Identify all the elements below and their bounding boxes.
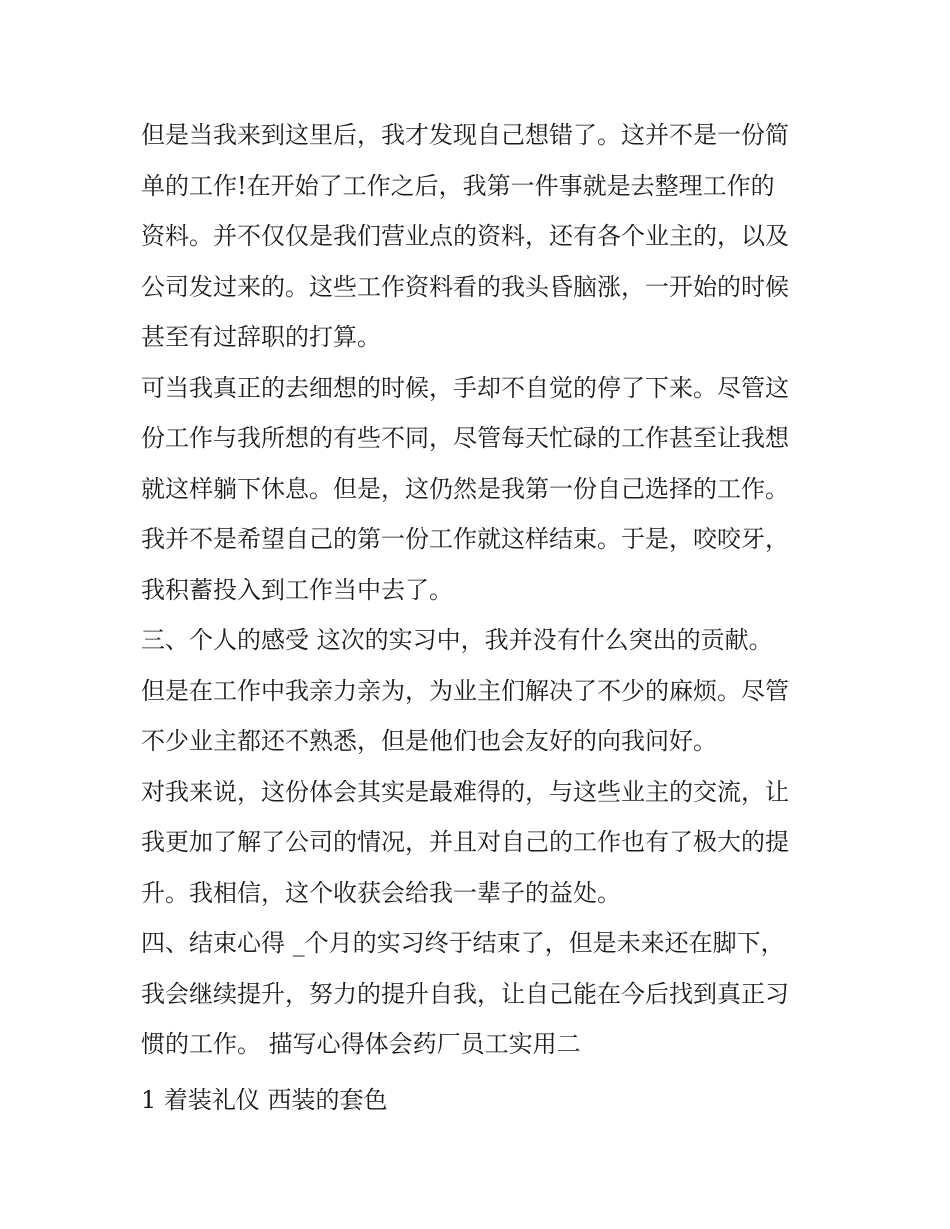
section-heading-line: 四、结束心得 _个月的实习终于结束了，但是未来还在脚下，: [141, 929, 785, 957]
text-line: 我积蓄投入到工作当中去了。: [141, 575, 453, 604]
text-line: 对我来说，这份体会其实是最难得的，与这些业主的交流，让: [141, 777, 789, 806]
text-line: 我并不是希望自己的第一份工作就这样结束。于是，咬咬牙，: [141, 525, 789, 553]
subheading-line: 1 着装礼仪 西装的套色: [141, 1085, 388, 1114]
text-line: 我会继续提升，努力的提升自我，让自己能在今后找到真正习: [141, 979, 789, 1008]
section-heading-line: 三、个人的感受 这次的实习中，我并没有什么突出的贡献。: [141, 626, 773, 654]
text-line: 但是当我来到这里后，我才发现自己想错了。这并不是一份简: [141, 121, 789, 149]
text-line: 可当我真正的去细想的时候，手却不自觉的停了下来。尽管这: [141, 373, 789, 402]
text-line: 就这样躺下休息。但是，这仍然是我第一份自己选择的工作。: [141, 474, 789, 503]
text-line: 份工作与我所想的有些不同，尽管每天忙碌的工作甚至让我想: [141, 424, 789, 452]
text-line: 公司发过来的。这些工作资料看的我头昏脑涨，一开始的时候: [141, 272, 789, 301]
text-line: 惯的工作。 描写心得体会药厂员工实用二: [141, 1030, 581, 1058]
text-line: 资料。并不仅仅是我们营业点的资料，还有各个业主的，以及: [141, 222, 789, 250]
text-line: 不少业主都还不熟悉，但是他们也会友好的向我问好。: [141, 727, 717, 755]
text-line: 我更加了解了公司的情况，并且对自己的工作也有了极大的提: [141, 828, 789, 856]
text-line: 升。我相信，这个收获会给我一辈子的益处。: [141, 878, 621, 907]
text-line: 但是在工作中我亲力亲为，为业主们解决了不少的麻烦。尽管: [141, 676, 789, 705]
document-body: [141, 110, 821, 1130]
text-line: 单的工作!在开始了工作之后，我第一件事就是去整理工作的: [141, 171, 775, 200]
text-line: 甚至有过辞职的打算。: [141, 323, 381, 351]
